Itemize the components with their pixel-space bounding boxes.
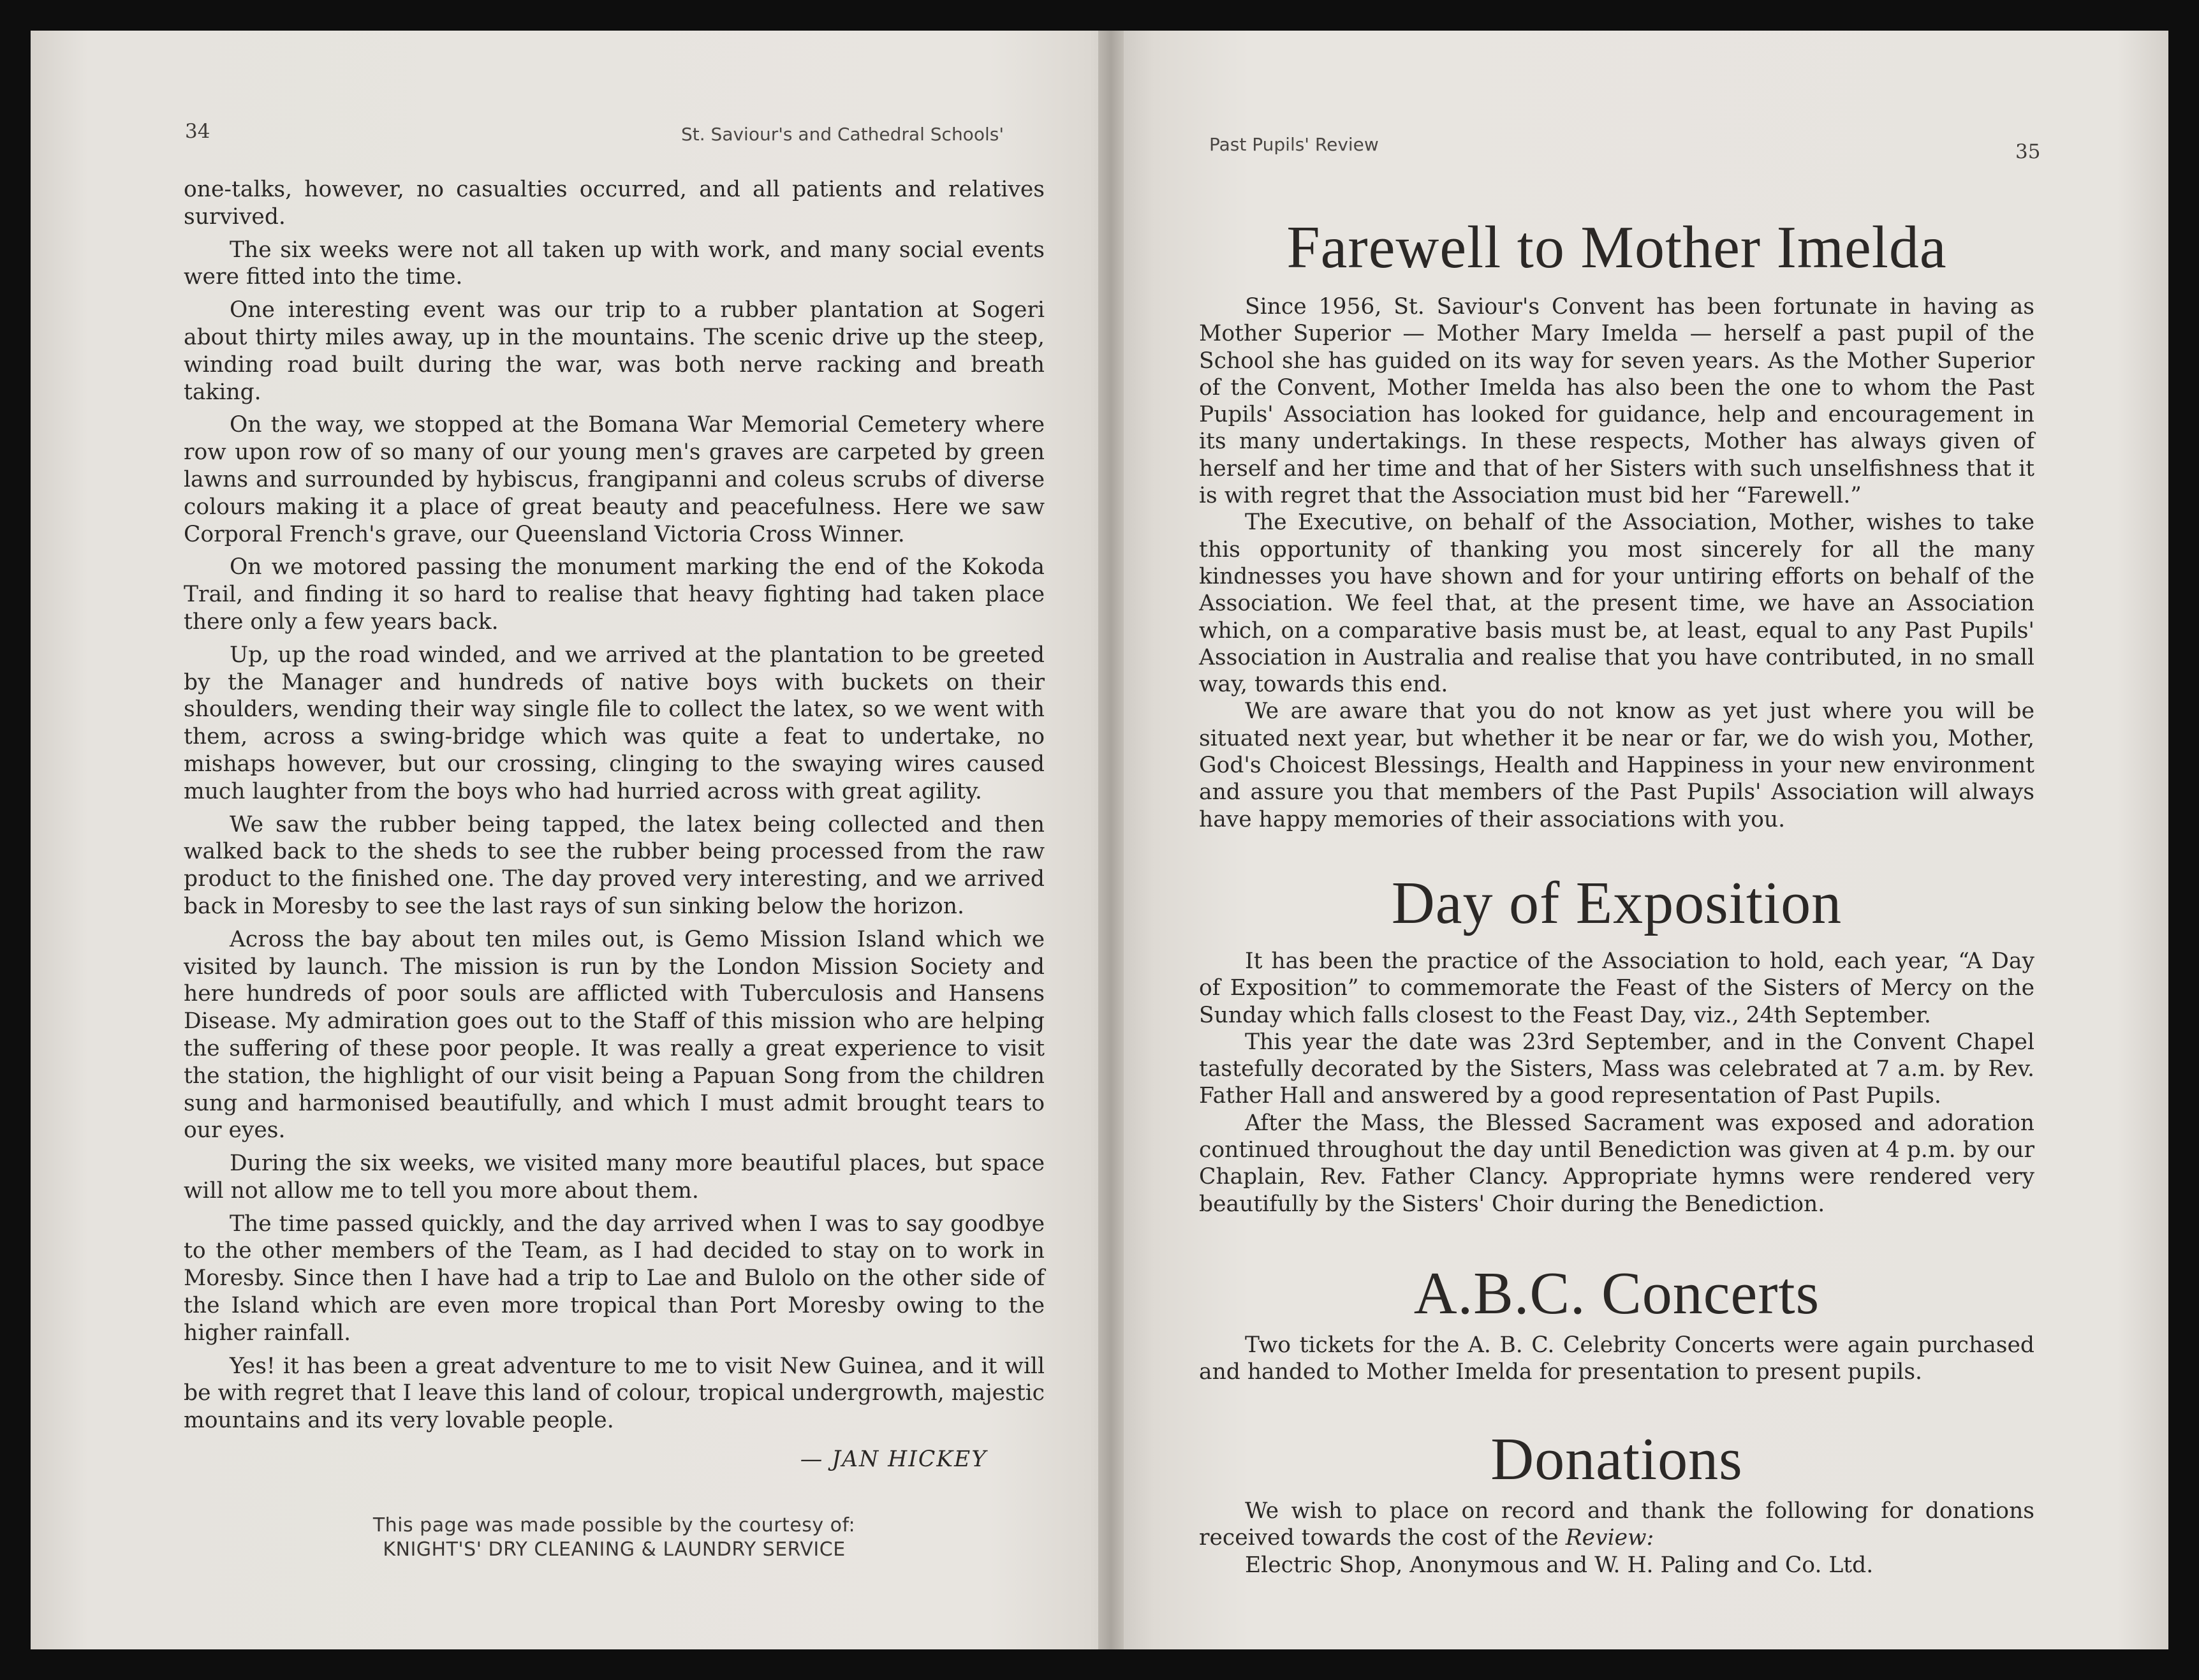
section-title-donations: Donations	[1490, 1426, 1743, 1492]
paragraph: The Executive, on behalf of the Association, Mother, wishes to take this opportunity of thanking you most sincerely for all the many kindnesses you have shown and for your untiring efforts on behalf of the Association. We feel that, at the present time, we have an Association which, on a comparative basis must be, at least, equal to any Past Pupils' Association in Australia and realise that you have contributed, in no small way, towards this end.	[1199, 510, 2034, 698]
paragraph: We are aware that you do not know as yet just where you will be situated next year, but whether it be near or far, we do wish you, Mother, God's Choicest Blessings, Health and Happiness in your new environment and assure you that members of the Past Pupils' Association will always have happy memories of their associations with you.	[1199, 698, 2034, 832]
donations-intro: We wish to place on record and thank the following for donations received towards the cost of the	[1199, 1498, 2034, 1551]
paragraph: It has been the practice of the Association to hold, each year, “A Day of Exposition” to commemorate the Feast of the Sisters of Mercy on the Sunday which falls closest to the Feast Day, viz., 24th September.	[1199, 948, 2034, 1028]
section-body-farewell	[1199, 293, 2034, 833]
review-title: Review:	[1565, 1525, 1654, 1551]
page-number: 35	[2015, 140, 2041, 163]
section-body-donations	[1199, 1498, 2034, 1579]
section-title-concerts: A.B.C. Concerts	[1413, 1260, 1820, 1327]
sponsor-note	[184, 1514, 1045, 1562]
paragraph: The time passed quickly, and the day arrived when I was to say goodbye to the other members of the Team, as I had decided to stay on to work in Moresby. Since then I have had a trip to Lae and Bulolo on the other side of the Island which are even more tropical than Port Moresby owing to the higher rainfall.	[184, 1211, 1045, 1346]
article-body	[184, 176, 1045, 1473]
paragraph: We saw the rubber being tapped, the latex being collected and then walked back to the sheds to see the rubber being processed from the raw product to the finished one. The day proved very interesting, and we arrived back in Moresby to see the last rays of sun sinking below the horizon.	[184, 811, 1045, 919]
paragraph: Electric Shop, Anonymous and W. H. Paling and Co. Ltd.	[1245, 1552, 1874, 1578]
paragraph: Up, up the road winded, and we arrived at the plantation to be greeted by the Manager and hundreds of native boys with buckets on their shoulders, wending their way single file to collect the latex, so we went with them, across a swing-bridge which was quite a feat to undertake, no mishaps however, but our crossing, clinging to the swaying wires caused much laughter from the boys who had hurried across with great agility.	[184, 642, 1045, 804]
paragraph	[1199, 1498, 2034, 1552]
section-title-farewell: Farewell to Mother Imelda	[1286, 214, 1947, 281]
book-gutter	[1098, 31, 1124, 1649]
paragraph: one-talks, however, no casualties occurred, and all patients and relatives survived.	[184, 177, 1045, 230]
paragraph: On we motored passing the monument marking the end of the Kokoda Trail, and finding it so hard to realise that heavy fighting had taken place there only a few years back.	[184, 554, 1045, 635]
running-head: Past Pupils' Review	[1209, 134, 1379, 155]
page-number: 34	[185, 120, 210, 143]
left-page	[31, 31, 1121, 1649]
paragraph: Since 1956, St. Saviour's Convent has been fortunate in having as Mother Superior — Mother Mary Imelda — herself a past pupil of the School she has guided on its way for seven years. As the Mother Superior of the Convent, Mother Imelda has also been the one to whom the Past Pupils' Association has looked for guidance, help and encouragement in its many undertakings. In these respects, Mother has always given of herself and her time and that of her Sisters with such unselfishness that it is with regret that the Association must bid her “Farewell.”	[1199, 294, 2034, 509]
paragraph: On the way, we stopped at the Bomana War Memorial Cemetery where row upon row of so many of our young men's graves are carpeted by green lawns and surrounded by hybiscus, frangipanni and coleus scrubs of diverse colours making it a place of great beauty and peacefulness. Here we saw Corporal French's grave, our Queensland Victoria Cross Winner.	[184, 412, 1045, 547]
paragraph: The six weeks were not all taken up with work, and many social events were fitted into the time.	[184, 237, 1045, 290]
section-body-concerts	[1199, 1332, 2034, 1386]
paragraph: This year the date was 23rd September, and in the Convent Chapel tastefully decorated by the Sisters, Mass was celebrated at 7 a.m. by Rev. Father Hall and answered by a good representation of Past Pupils.	[1199, 1029, 2034, 1109]
sponsor-note-line: This page was made possible by the courtesy of:	[372, 1514, 856, 1536]
paragraph: One interesting event was our trip to a rubber plantation at Sogeri about thirty miles away, up in the mountains. The scenic drive up the steep, winding road built during the war, was both nerve racking and breath taking.	[184, 297, 1045, 405]
paragraph: During the six weeks, we visited many more beautiful places, but space will not allow me to tell you more about them.	[184, 1151, 1045, 1204]
section-body-exposition	[1199, 948, 2034, 1218]
paragraph: Yes! it has been a great adventure to me to visit New Guinea, and it will be with regret that I leave this land of colour, tropical undergrowth, majestic mountains and its very lovable people.	[184, 1353, 1045, 1434]
running-head: St. Saviour's and Cathedral Schools'	[681, 124, 1004, 145]
section-title-exposition: Day of Exposition	[1391, 870, 1842, 936]
paragraph: Two tickets for the A. B. C. Celebrity Concerts were again purchased and handed to Mother Imelda for presentation to present pupils.	[1199, 1332, 2034, 1385]
author-signature: — JAN HICKEY	[800, 1447, 987, 1473]
sponsor-name: KNIGHT'S' DRY CLEANING & LAUNDRY SERVICE	[383, 1538, 846, 1561]
paragraph: After the Mass, the Blessed Sacrament was exposed and adoration continued throughout the day until Benediction was given at 4 p.m. by our Chaplain, Rev. Father Clancy. Appropriate hymns were rendered very beautifully by the Sisters' Choir during the Benediction.	[1199, 1110, 2034, 1217]
right-page	[1110, 31, 2168, 1649]
paragraph: Across the bay about ten miles out, is Gemo Mission Island which we visited by launch. The mission is run by the London Mission Society and here hundreds of poor souls are afflicted with Tuberculosis and Hansens Disease. My admiration goes out to the Staff of this mission who are helping the suffering of these poor people. It was really a great experience to visit the station, the highlight of our visit being a Papuan Song from the children sung and harmonised beautifully, and which I must admit brought tears to our eyes.	[184, 926, 1045, 1144]
